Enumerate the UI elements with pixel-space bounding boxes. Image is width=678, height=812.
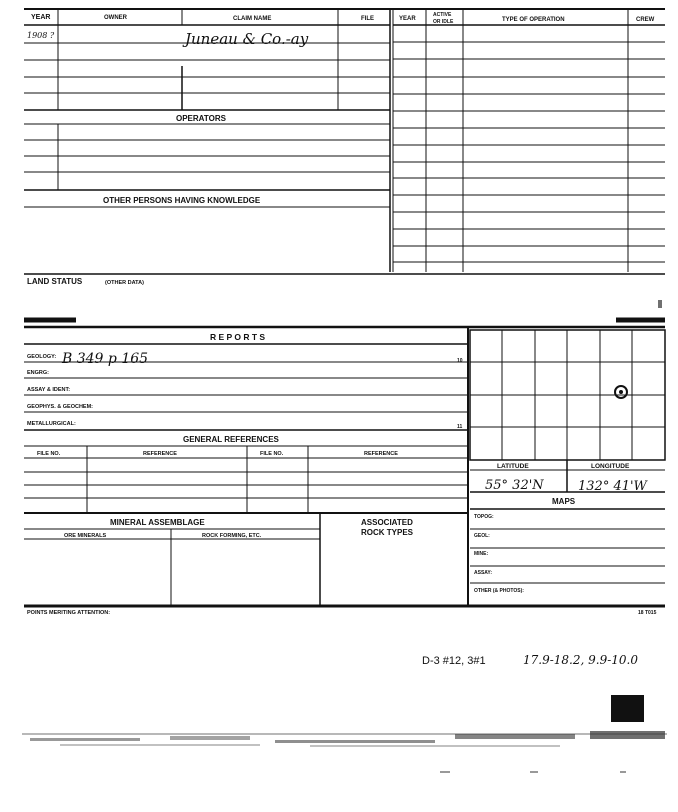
latitude-label: LATITUDE [497,463,529,470]
maps-geol-label: GEOL: [474,533,490,539]
ore-minerals-label: ORE MINERALS [64,533,107,539]
maps-mine-label: MINE: [474,551,489,557]
reports-geology-label: GEOLOGY: [27,354,57,360]
longitude-label: LONGITUDE [591,463,630,470]
col-reference-2: REFERENCE [364,451,398,457]
col-file-no-2: FILE NO. [260,451,284,457]
maps-title: MAPS [552,497,576,506]
handwritten-claim-name: Juneau & Co.-ay [185,30,309,48]
mineral-assemblage-title: MINERAL ASSEMBLAGE [110,518,205,527]
handwritten-latitude: 55° 32'N [485,478,544,493]
operators-label: OPERATORS [176,114,226,123]
points-meriting-attention-label: POINTS MERITING ATTENTION: [27,610,111,616]
reports-assay-label: ASSAY & IDENT: [27,387,71,393]
land-status-label: LAND STATUS [27,277,83,286]
associated-label: ASSOCIATED [361,518,413,527]
reports-right-number-3: 11 [457,424,463,430]
other-persons-label: OTHER PERSONS HAVING KNOWLEDGE [103,196,261,205]
header-owner: OWNER [104,15,127,21]
col-file-no-1: FILE NO. [37,451,61,457]
maps-other-label: OTHER (& PHOTOS): [474,588,524,594]
reports-title: R E P O R T S [210,332,266,342]
reports-geophys-label: GEOPHYS. & GEOCHEM: [27,404,94,410]
header-file: FILE [361,16,374,22]
reports-engrg-label: ENGRG: [27,370,49,376]
rock-types-label: ROCK TYPES [361,528,414,537]
typed-reference: D-3 #12, 3#1 [422,655,486,667]
scan-noise-strip [22,300,667,773]
header-crew: CREW [636,17,655,23]
form-number: 18 T015 [638,610,657,616]
general-references-title: GENERAL REFERENCES [183,435,279,444]
reports-metallurgical-label: METALLURGICAL: [27,421,76,427]
header-active: ACTIVE [433,12,452,18]
handwritten-bottom-reference: 17.9-18.2, 9.9-10.0 [523,653,638,667]
header-or-idle: OR IDLE [433,19,454,25]
header-year: YEAR [31,14,51,21]
header-type-of-operation: TYPE OF OPERATION [502,17,565,23]
maps-assay-label: ASSAY: [474,570,493,576]
handwritten-year: 1908 ? [27,31,55,40]
header-year-2: YEAR [399,16,416,22]
header-claim-name: CLAIM NAME [233,16,272,22]
col-reference-1: REFERENCE [143,451,177,457]
rock-forming-label: ROCK FORMING, ETC. [202,533,262,539]
handwritten-geology-ref: B 349 p 165 [62,351,149,367]
handwritten-longitude: 132° 41'W [578,479,647,494]
reports-right-number-1: 10 [457,358,463,364]
land-status-sub-label: (OTHER DATA) [105,280,144,286]
maps-topog-label: TOPOG: [474,514,494,520]
scan-artifact-block [611,695,644,722]
